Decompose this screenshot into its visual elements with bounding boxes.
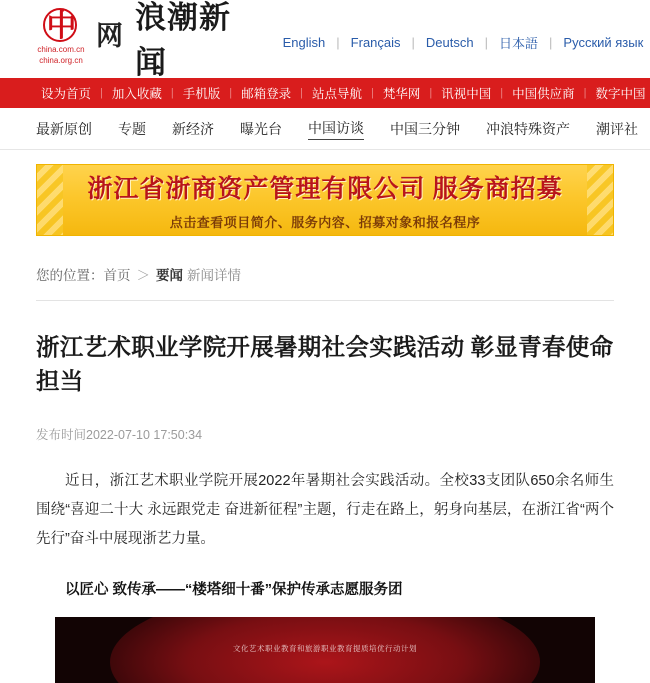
banner-subtitle: 点击查看项目简介、服务内容、招募对象和报名程序 [169,215,481,230]
image-overlay-caption: 文化艺术职业教育和旅游职业教育提质培优行动计划 [233,644,417,654]
publish-label: 发布时间 [36,428,87,443]
channel-new-economy[interactable]: 新经济 [172,120,214,137]
breadcrumb-current: 新闻详情 [187,268,241,283]
lang-deutsch[interactable]: Deutsch [425,34,474,50]
lang-separator: | [411,34,415,50]
nav-site-map[interactable]: 站点导航 [312,87,363,101]
brand-title: 浪潮新闻 [135,0,231,80]
article [36,331,614,683]
publish-meta [36,425,614,443]
lang-francais[interactable]: Français [350,34,401,50]
breadcrumb [36,264,614,301]
nav-divider: | [300,87,303,99]
logo-ring-icon [43,8,77,42]
channel-exposure[interactable]: 曝光台 [240,120,282,137]
lang-russian[interactable]: Русский язык [563,34,644,50]
channel-chaopingshe[interactable]: 潮评社 [596,120,638,137]
nav-divider: | [170,87,174,99]
nav-divider: | [100,87,103,99]
publish-time: 2022-07-10 17:50:34 [86,428,203,443]
site-header [0,0,650,78]
banner-title: 浙江省浙商资产管理有限公司 服务商招募 [87,176,563,203]
page-title: 浙江艺术职业学院开展暑期社会实践活动 彰显青春使命担当 [36,335,614,396]
lang-separator: | [484,34,489,50]
nav-divider: | [229,87,233,99]
nav-xunshi-china[interactable]: 讯视中国 [441,87,492,101]
logo-url-com: china.com.cn [37,44,85,54]
utility-nav [0,78,650,108]
logo-urls [37,45,84,67]
logo-cn-text: 中 [46,9,76,43]
nav-divider: | [429,87,433,99]
nav-divider: | [583,87,587,99]
article-paragraph: 近日，浙江艺术职业学院开展2022年暑期社会实践活动。全校33支团队650余名师生围绕“喜迎二十大 永远跟党走 奋进新征程”主题，行走在路上，躬身向基层，在浙江省“两个先行”奋斗中展现浙艺力量。 [36,473,614,548]
nav-digital-china[interactable]: 数字中国 [595,87,646,101]
nav-set-homepage[interactable]: 设为首页 [41,87,92,101]
breadcrumb-arrow-icon: ＞ [136,268,150,283]
nav-china-supplier[interactable]: 中国供应商 [512,87,575,101]
promo-banner[interactable] [36,164,614,236]
breadcrumb-section[interactable]: 要闻 [156,268,183,283]
lang-separator: | [549,34,553,50]
banner-container [0,150,650,236]
logo-wang-char: 网 [96,20,123,51]
lang-japanese[interactable]: 日本語 [499,35,539,51]
lang-english[interactable]: English [282,34,326,50]
language-nav [272,33,650,52]
nav-divider: | [371,87,374,99]
logo-cn-char [46,9,76,43]
channel-special-topics[interactable]: 专题 [118,120,146,137]
lang-separator: | [336,34,340,50]
article-figure [36,617,614,683]
nav-divider: | [500,87,504,99]
site-logo[interactable] [30,11,123,67]
nav-mobile[interactable]: 手机版 [182,87,221,101]
article-subheading: 以匠心 致传承——“楼塔细十番”保护传承志愿服务团 [65,582,403,599]
breadcrumb-prefix: 您的位置： [36,268,104,283]
channel-special-assets[interactable]: 冲浪特殊资产 [486,120,570,137]
channel-china-interview[interactable]: 中国访谈 [308,118,364,140]
breadcrumb-home[interactable]: 首页 [103,268,131,283]
channel-china-three-minutes[interactable]: 中国三分钟 [390,120,460,137]
nav-mail-login[interactable]: 邮箱登录 [241,87,292,101]
nav-add-favorite[interactable]: 加入收藏 [111,87,162,101]
article-image [55,617,595,683]
channel-latest-original[interactable]: 最新原创 [36,120,92,137]
logo-mark [30,11,92,67]
nav-fanhua[interactable]: 梵华网 [382,87,421,101]
logo-url-org: china.org.cn [39,55,83,65]
channel-nav [0,108,650,150]
